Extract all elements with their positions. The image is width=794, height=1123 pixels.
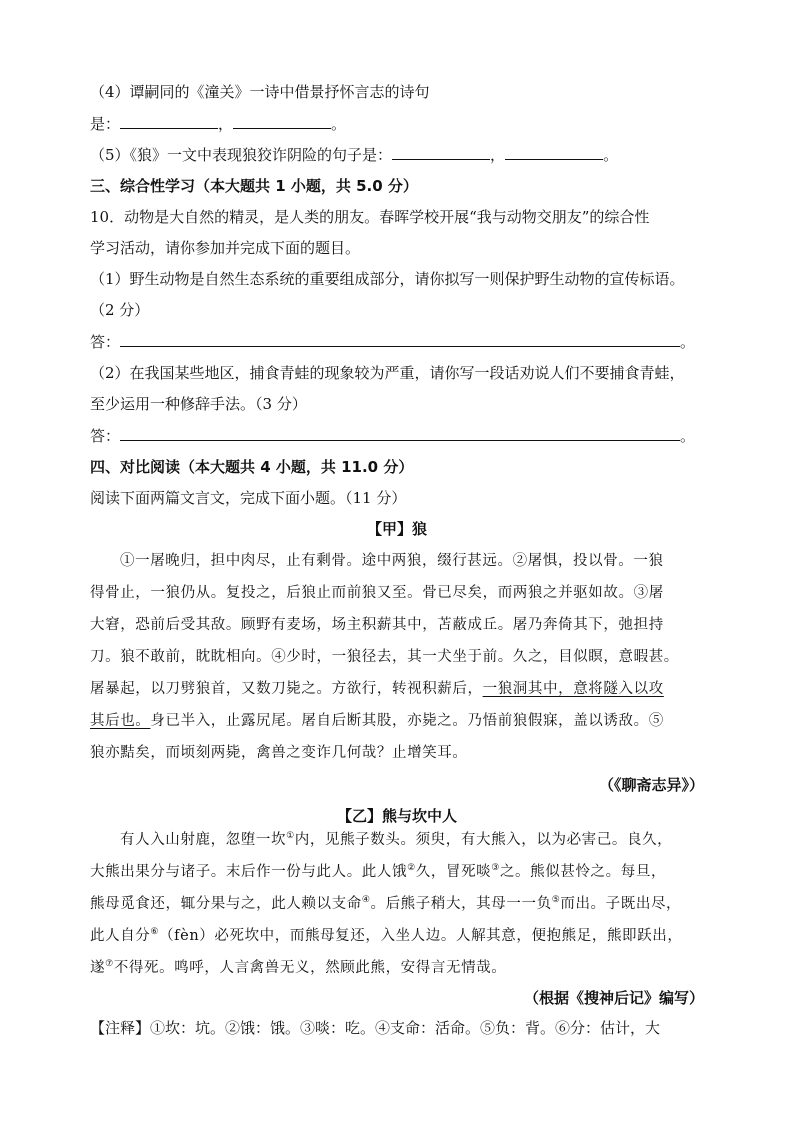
passage-a-line: 刀。狼不敢前，眈眈相向。④少时，一狼径去，其一犬坐于前。久之，目似瞑，意暇甚。 (90, 649, 679, 665)
passage-b-source: （根据《搜神后记》编写） (523, 989, 704, 1007)
passage-a-line: 得骨止，一狼仍从。复投之，后狼止而前狼又至。骨已尽矣，而两狼之并驱如故。③屠 (90, 585, 664, 601)
q4-line1: （4）谭嗣同的《潼关》一诗中借景抒怀言志的诗句 (90, 83, 430, 101)
q10-sub2-answer-blank[interactable] (120, 425, 680, 441)
section4-intro: 阅读下面两篇文言文，完成下面小题。（11 分） (90, 489, 407, 507)
passage-a-underlined-sentence: 一狼洞其中，意将隧入以攻 (482, 681, 664, 697)
q10-line2: 学习活动，请你参加并完成下面的题目。 (90, 239, 361, 257)
passage-b-title: 【乙】熊与坎中人 (336, 807, 457, 825)
passage-a-line: 狼亦黠矣，而顷刻两毙，禽兽之变诈几何哉？止增笑耳。 (90, 745, 468, 761)
passage-a-title: 【甲】狼 (366, 520, 427, 538)
q10-sub2-line2: 至少运用一种修辞手法。（3 分） (90, 395, 307, 413)
q10-sub1-answer: 答： 。 (90, 333, 696, 351)
passage-b-line: 大熊出果分与诸子。末后作一份与此人。此人饿②久，冒死啖③之。熊似甚怜之。每旦， (90, 863, 667, 880)
q4-blank-1[interactable] (120, 113, 218, 129)
section4-title: 四、对比阅读（本大题共 4 小题，共 11.0 分） (90, 458, 414, 476)
q4-line2: 是： ， 。 (90, 115, 347, 133)
passage-b-line: 熊母觅食还，辄分果与之，此人赖以支命④。后熊子稍大，其母一一负⑤而出。子既出尽， (90, 895, 682, 912)
q10-sub1-line1: （1）野生动物是自然生态系统的重要组成部分，请你拟写一则保护野生动物的宣传标语。 (90, 270, 685, 288)
q10-sub1-line2: （2 分） (90, 301, 150, 319)
q5-blank-2[interactable] (505, 144, 603, 160)
passage-b-line: 有人入山射鹿，忽堕一坎①内，见熊子数头。须臾，有大熊入，以为必害己。良久， (120, 831, 673, 848)
notes: 【注释】①坎：坑。②饿：饿。③啖：吃。④支命：活命。⑤负：背。⑥分：估计，大 (90, 1019, 661, 1037)
passage-a-line: 其后也。身已半入，止露尻尾。屠自后断其股，亦毙之。乃悟前狼假寐，盖以诱敌。⑤ (90, 713, 664, 729)
passage-a-source: （《聊斋志异》） (598, 776, 704, 794)
q10-sub2-answer: 答： 。 (90, 427, 696, 445)
q10-sub2-line1: （2）在我国某些地区，捕食青蛙的现象较为严重，请你写一段话劝说人们不要捕食青蛙， (90, 364, 685, 382)
q10-sub1-answer-blank[interactable] (120, 331, 680, 347)
passage-a-line: ①一屠晚归，担中肉尽，止有剩骨。途中两狼，缀行甚远。②屠惧，投以骨。一狼 (120, 553, 664, 569)
section3-title: 三、综合性学习（本大题共 1 小题，共 5.0 分） (90, 177, 418, 195)
passage-b-line: 此人自分⑥（fèn）必死坎中，而熊母复还，入坐人边。人解其意，便抱熊足，熊即跃出， (90, 927, 683, 944)
q10-line1: 10．动物是大自然的精灵，是人类的朋友。春晖学校开展“我与动物交朋友”的综合性 (90, 208, 650, 226)
passage-b-line: 遂⑦不得死。鸣呼，人言禽兽无义，然顾此熊，安得言无情哉。 (90, 959, 507, 976)
q4-blank-2[interactable] (233, 113, 331, 129)
passage-a-underlined-sentence-end: 其后也。 (90, 713, 151, 729)
q5-line: （5）《狼》一文中表现狼狡诈阴险的句子是： ， 。 (90, 146, 619, 164)
passage-a-line: 大窘，恐前后受其敌。顾野有麦场，场主积薪其中，苫蔽成丘。屠乃奔倚其下，弛担持 (90, 617, 664, 633)
q5-blank-1[interactable] (392, 144, 490, 160)
passage-a-line: 屠暴起，以刀劈狼首，又数刀毙之。方欲行，转视积薪后，一狼洞其中，意将隧入以攻 (90, 681, 664, 697)
